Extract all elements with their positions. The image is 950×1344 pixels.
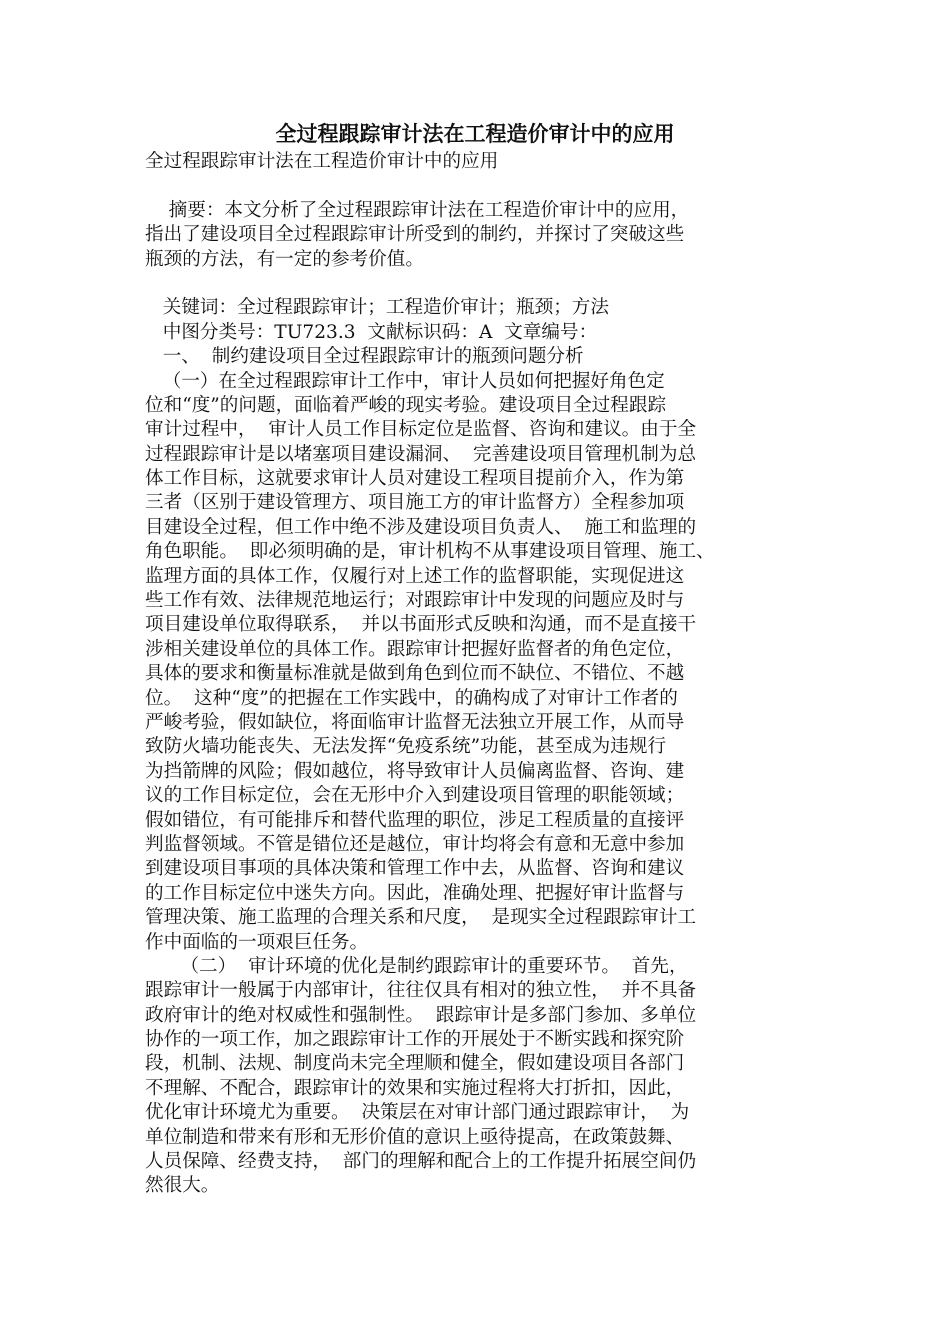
text-line: 项目建设单位取得联系， 并以书面形式反映和沟通，而不是直接干 — [145, 614, 697, 636]
text-line: 监理方面的具体工作，仅履行对上述工作的监督职能，实现促进这 — [145, 565, 685, 587]
text-line: 假如错位，有可能排斥和替代监理的职位，涉足工程质量的直接评 — [145, 809, 685, 831]
text-line: 一、 制约建设项目全过程跟踪审计的瓶颈问题分析 — [145, 346, 584, 368]
text-line: 严峻考验，假如缺位，将面临审计监督无法独立开展工作，从而导 — [145, 711, 685, 733]
text-line: 审计过程中， 审计人员工作目标定位是监督、咨询和建议。由于全 — [145, 419, 697, 441]
text-line: 致防火墙功能丧失、无法发挥“免疫系统”功能，甚至成为违规行 — [145, 736, 667, 758]
text-line: （二） 审计环境的优化是制约跟踪审计的重要环节。 首先， — [145, 955, 688, 977]
document-body — [145, 150, 825, 1199]
text-line: 指出了建设项目全过程跟踪审计所受到的制约，并探讨了突破这些 — [145, 224, 685, 246]
text-line: （一）在全过程跟踪审计工作中，审计人员如何把握好角色定 — [145, 370, 665, 392]
blank-line — [145, 272, 825, 296]
text-line: 具体的要求和衡量标准就是做到角色到位而不缺位、不错位、不越 — [145, 663, 685, 685]
text-line: 关键词：全过程跟踪审计；工程造价审计；瓶颈；方法 — [145, 297, 609, 319]
text-line: 角色职能。 即必须明确的是，审计机构不从事建设项目管理、施工、 — [145, 541, 715, 563]
text-line: 些工作有效、法律规范地运行；对跟踪审计中发现的问题应及时与 — [145, 590, 685, 612]
text-line: 目建设全过程，但工作中绝不涉及建设项目负责人、 施工和监理的 — [145, 516, 697, 538]
text-line: 体工作目标，这就要求审计人员对建设工程项目提前介入，作为第 — [145, 468, 685, 490]
text-line: 政府审计的绝对权威性和强制性。 跟踪审计是多部门参加、多单位 — [145, 1004, 697, 1026]
text-line: 然很大。 — [145, 1175, 220, 1197]
text-line: 位和“度”的问题，面临着严峻的现实考验。建设项目全过程跟踪 — [145, 394, 667, 416]
text-line: 过程跟踪审计是以堵塞项目建设漏洞、 完善建设项目管理机制为总 — [145, 443, 697, 465]
text-line: 判监督领域。不管是错位还是越位，审计均将会有意和无意中参加 — [145, 833, 685, 855]
text-line: 到建设项目事项的具体决策和管理工作中去，从监督、咨询和建议 — [145, 858, 685, 880]
text-line: 管理决策、施工监理的合理关系和尺度， 是现实全过程跟踪审计工 — [145, 907, 697, 929]
text-line: 瓶颈的方法，有一定的参考价值。 — [145, 248, 424, 270]
text-line: 段，机制、法规、制度尚未完全理顺和健全，假如建设项目各部门 — [145, 1053, 685, 1075]
text-line: 优化审计环境尤为重要。 决策层在对审计部门通过跟踪审计， 为 — [145, 1102, 690, 1124]
text-line: 不理解、不配合，跟踪审计的效果和实施过程将大打折扣，因此， — [145, 1077, 685, 1099]
text-line: 中图分类号：TU723.3 文献标识码：A 文章编号： — [145, 321, 598, 343]
document-title: 全过程跟踪审计法在工程造价审计中的应用 — [275, 122, 675, 146]
text-line: 的工作目标定位中迷失方向。因此，准确处理、把握好审计监督与 — [145, 882, 685, 904]
text-line: 三者（区别于建设管理方、项目施工方的审计监督方）全程参加项 — [145, 492, 685, 514]
text-line: 位。 这种“度”的把握在工作实践中，的确构成了对审计工作者的 — [145, 687, 678, 709]
text-line: 作中面临的一项艰巨任务。 — [145, 931, 369, 953]
text-line: 人员保障、经费支持， 部门的理解和配合上的工作提升拓展空间仍 — [145, 1151, 697, 1173]
text-line: 摘要：本文分析了全过程跟踪审计法在工程造价审计中的应用， — [145, 199, 690, 221]
text-line: 全过程跟踪审计法在工程造价审计中的应用 — [145, 151, 499, 172]
text-line: 涉相关建设单位的具体工作。跟踪审计把握好监督者的角色定位， — [145, 638, 685, 660]
text-line: 为挡箭牌的风险；假如越位，将导致审计人员偏离监督、咨询、建 — [145, 760, 685, 782]
text-line: 单位制造和带来有形和无形价值的意识上亟待提高，在政策鼓舞、 — [145, 1126, 685, 1148]
text-line: 议的工作目标定位，会在无形中介入到建设项目管理的职能领域； — [145, 785, 685, 807]
blank-line — [145, 174, 825, 198]
text-line: 跟踪审计一般属于内部审计，往往仅具有相对的独立性， 并不具备 — [145, 980, 697, 1002]
text-line: 协作的一项工作，加之跟踪审计工作的开展处于不断实践和探究阶 — [145, 1029, 685, 1051]
